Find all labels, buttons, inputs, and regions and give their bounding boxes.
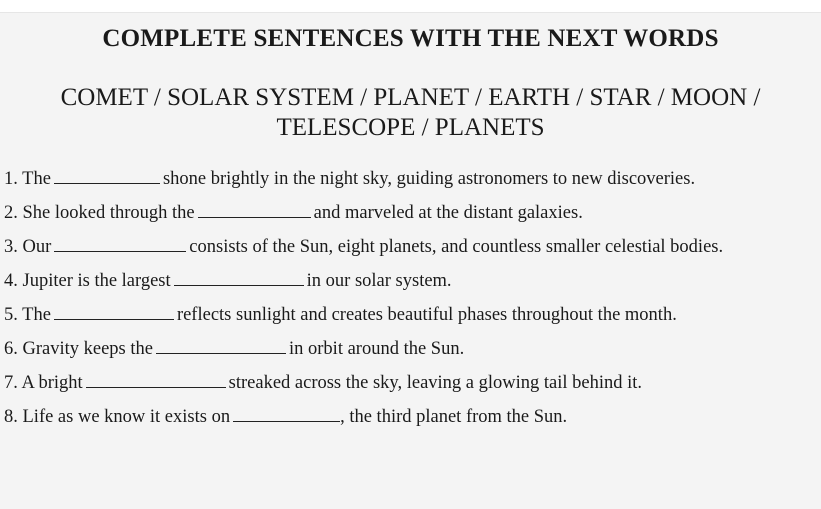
sentence-3 — [4, 234, 819, 268]
sentence-5 — [4, 302, 819, 336]
sentence-8 — [4, 404, 819, 438]
sentence-1-blank[interactable] — [54, 166, 160, 184]
sentence-7 — [4, 370, 819, 404]
top-band — [0, 0, 821, 13]
sentence-1-start: 1. The — [4, 169, 51, 189]
sentence-4-end: in our solar system. — [306, 271, 452, 291]
sentence-5-blank[interactable] — [54, 302, 174, 320]
sentence-list — [4, 166, 819, 438]
sentence-3-end: consists of the Sun, eight planets, and countless smaller celestial bodies. — [189, 237, 724, 257]
sentence-1-end: shone brightly in the night sky, guiding astronomers to new discoveries. — [162, 169, 696, 189]
sentence-8-end: , the third planet from the Sun. — [340, 407, 568, 427]
sentence-7-end: streaked across the sky, leaving a glowing tail behind it. — [228, 373, 643, 393]
sentence-8-start: 8. Life as we know it exists on — [4, 407, 231, 427]
sentence-4 — [4, 268, 819, 302]
sentence-4-start: 4. Jupiter is the largest — [4, 271, 171, 291]
sentence-2-end: and marveled at the distant galaxies. — [313, 203, 583, 223]
sentence-4-blank[interactable] — [174, 268, 304, 286]
word-bank-line-1: COMET / SOLAR SYSTEM / PLANET / EARTH / STAR / MOON / — [60, 84, 761, 111]
sentence-6-blank[interactable] — [156, 336, 286, 354]
word-bank — [0, 83, 821, 143]
worksheet-title: COMPLETE SENTENCES WITH THE NEXT WORDS — [102, 25, 719, 52]
sentence-5-start: 5. The — [4, 305, 51, 325]
sentence-2-start: 2. She looked through the — [4, 203, 195, 223]
sentence-1 — [4, 166, 819, 200]
sentence-7-blank[interactable] — [86, 370, 226, 388]
sentence-3-start: 3. Our — [4, 237, 52, 257]
sentence-6-end: in orbit around the Sun. — [289, 339, 465, 359]
sentence-6-start: 6. Gravity keeps the — [4, 339, 153, 359]
sentence-2-blank[interactable] — [198, 200, 311, 218]
sentence-3-blank[interactable] — [54, 234, 186, 252]
sentence-2 — [4, 200, 819, 234]
sentence-7-start: 7. A bright — [4, 373, 83, 393]
sentence-8-blank[interactable] — [233, 404, 340, 422]
word-bank-line-2: TELESCOPE / PLANETS — [276, 114, 545, 141]
sentence-6 — [4, 336, 819, 370]
sentence-5-end: reflects sunlight and creates beautiful phases throughout the month. — [176, 305, 677, 325]
